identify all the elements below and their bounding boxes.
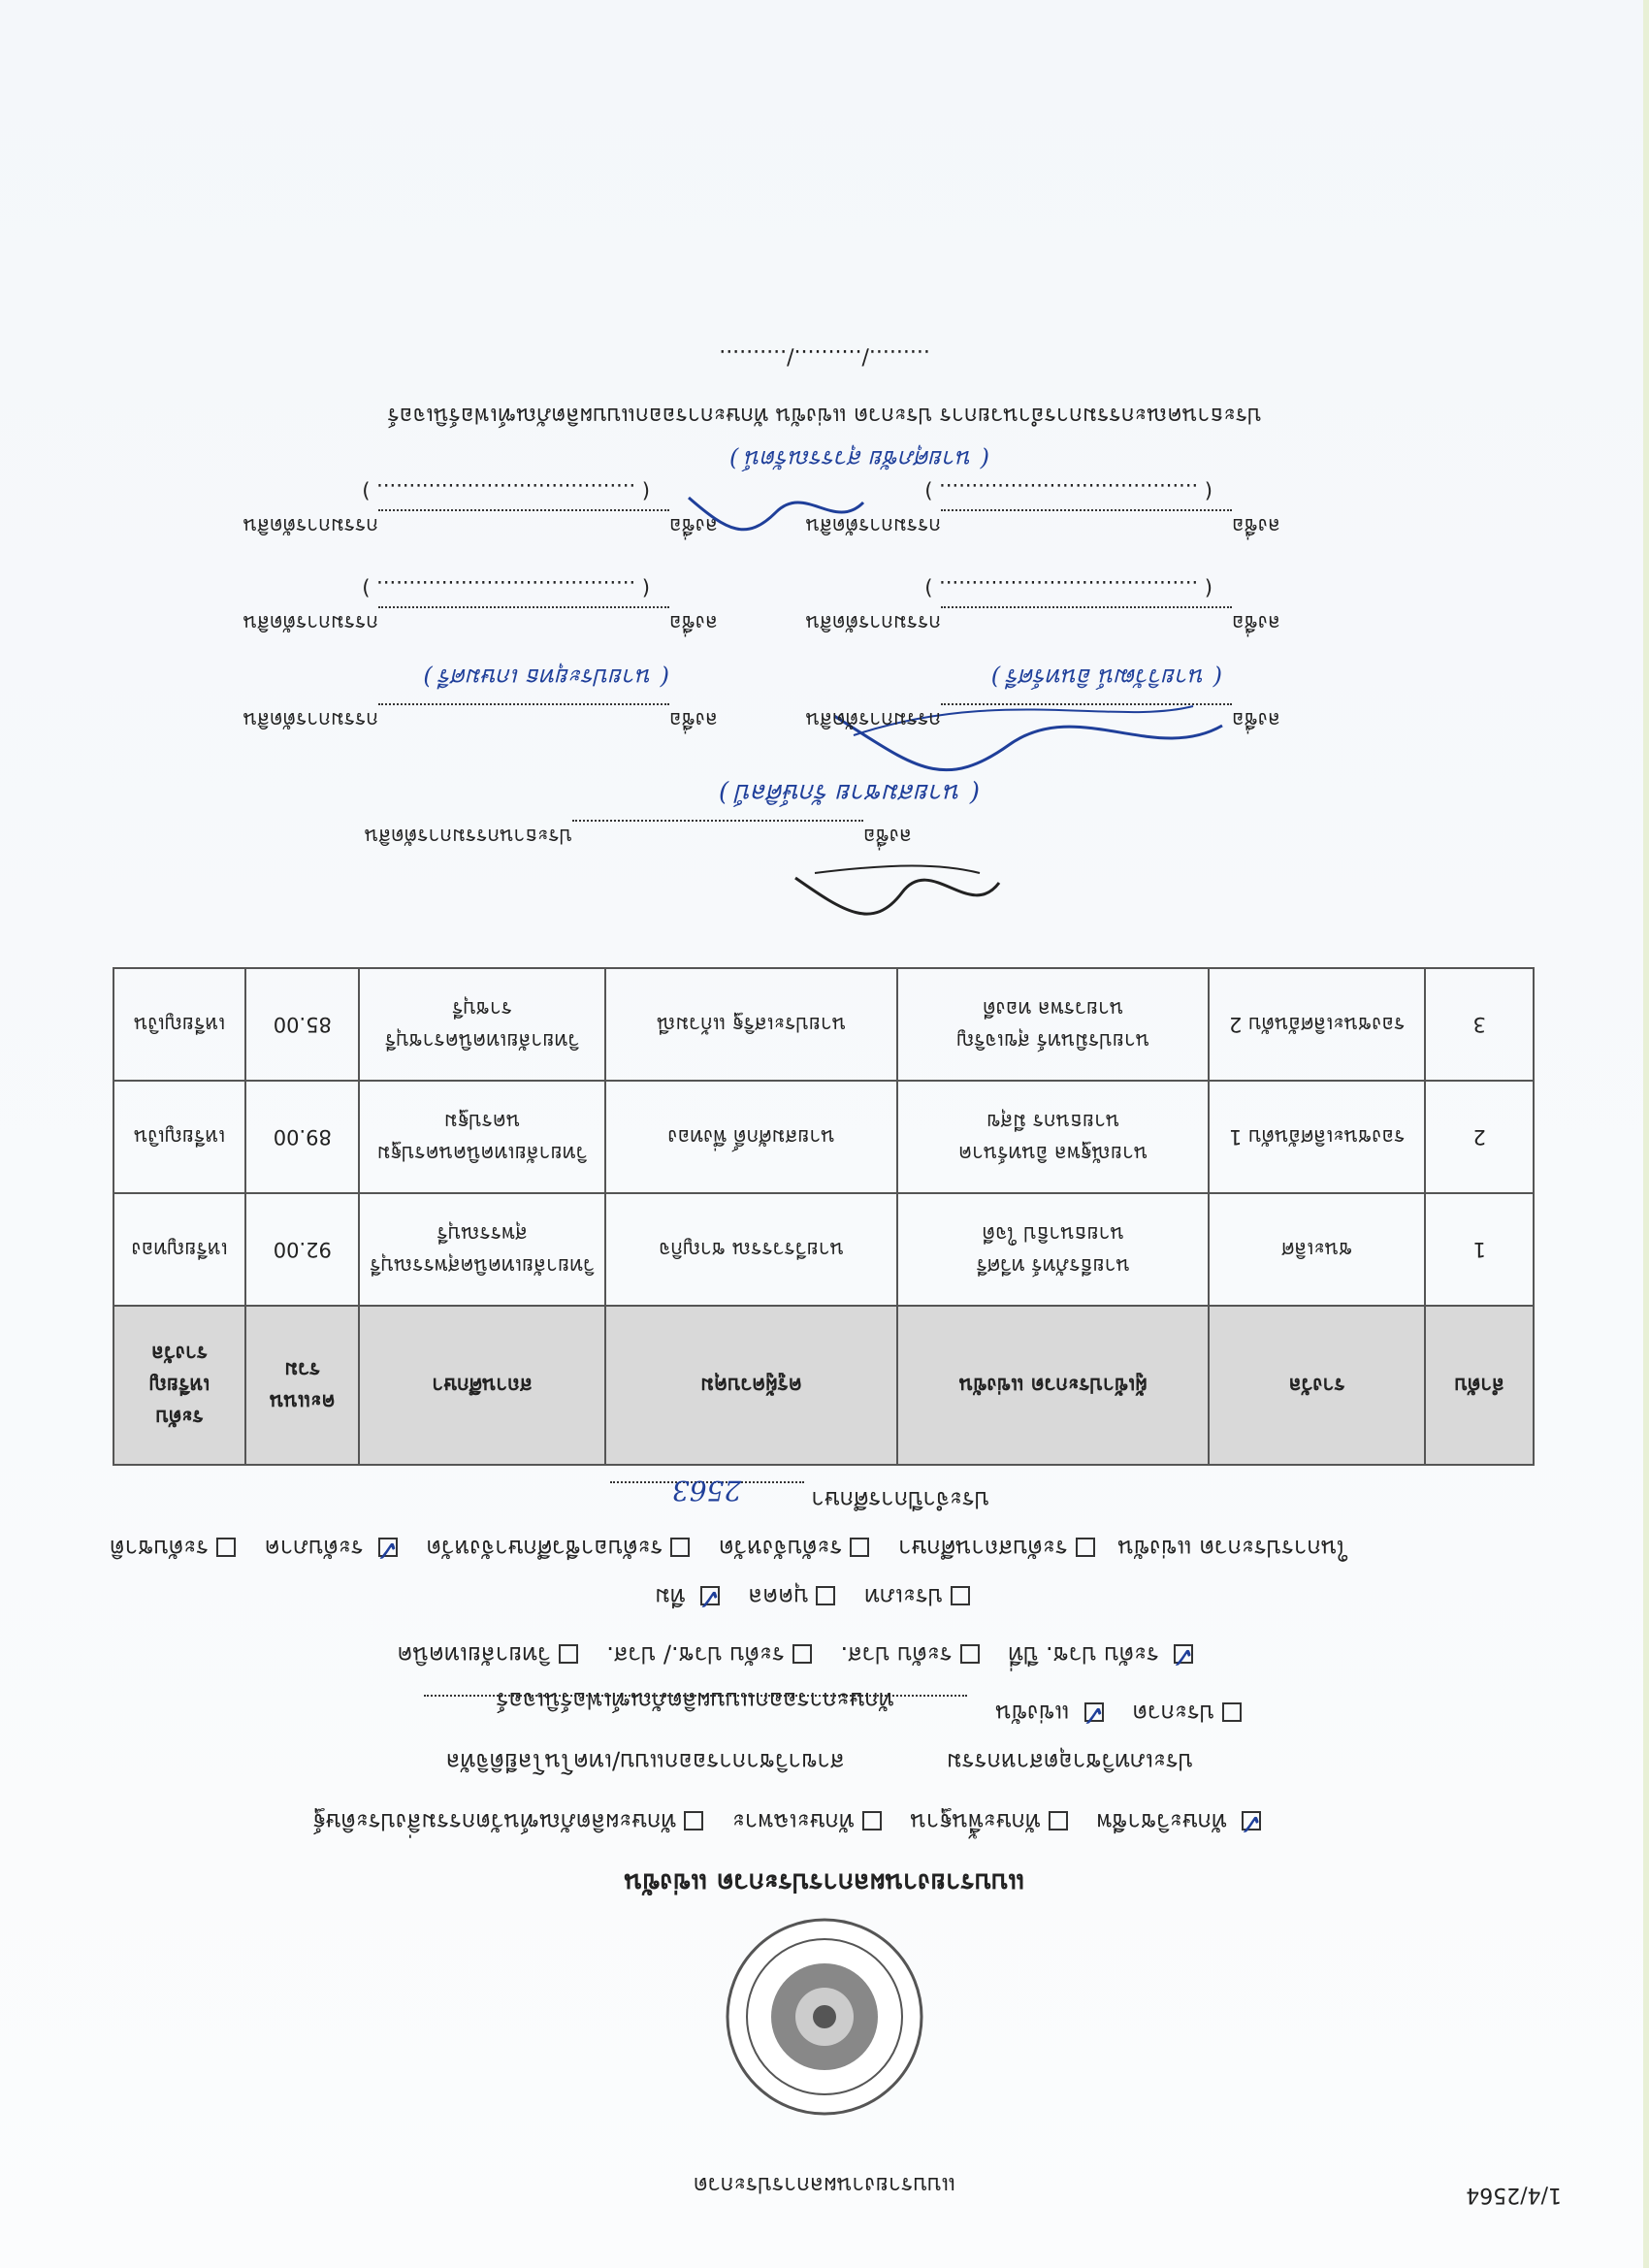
level-option-4[interactable]: วิทยาลัยเทคนิค xyxy=(397,1641,577,1669)
cell-award: รองชนะเลิศอันดับ 2 xyxy=(1209,968,1425,1081)
category-row xyxy=(291,1803,1261,1841)
member-name-4: ( ........................................ ) xyxy=(362,576,650,599)
member-name-3: ( ........................................ ) xyxy=(924,576,1212,599)
scope-option-4[interactable]: ✓ระดับภาค xyxy=(264,1533,400,1567)
cell-no: 3 xyxy=(1425,968,1534,1081)
year-label: ประจำปีการศึกษา xyxy=(811,1486,989,1513)
type-label: ประเภทวิชาอุตสาหกรรม xyxy=(946,1748,1193,1775)
secretary-name: ( นายศุภชัย สุวรรณรัตน์ ) xyxy=(728,445,989,472)
scope-prefix: ในการประกวด แข่งขัน xyxy=(1117,1535,1348,1562)
cell-school: วิทยาลัยเทคนิคสุพรรณบุรี สุพรรณบุรี xyxy=(359,1193,604,1306)
cell-award: รองชนะเลิศอันดับ 1 xyxy=(1209,1081,1425,1193)
branch-label: สาขาวิชาการออกแบบ/เทคโนโลยีดิจิทัล xyxy=(445,1748,845,1775)
col-award: รางวัล xyxy=(1209,1306,1425,1465)
col-medal: ระดับ เหรียญรางวัล xyxy=(113,1306,245,1465)
table-header-row xyxy=(113,1306,1534,1465)
team-option-2[interactable]: บุคคล xyxy=(748,1583,835,1610)
cell-score: 92.00 xyxy=(245,1193,359,1306)
cell-teacher: นายวีรวรรณ ชาญกิจ xyxy=(605,1193,898,1306)
cell-medal: เหรียญเงิน xyxy=(113,1081,245,1193)
chair-role-line: ลงชื่อประธานกรรมการตัดสิน xyxy=(365,820,912,852)
member-line-5: ลงชื่อกรรมการตัดสิน xyxy=(806,509,1280,541)
results-table xyxy=(113,967,1535,1466)
signature-scrawl-chair xyxy=(786,844,1009,931)
member-line-6: ลงชื่อกรรมการตัดสิน xyxy=(243,509,718,541)
member-line-4: ลงชื่อกรรมการตัดสิน xyxy=(243,606,718,638)
scope-option-3[interactable]: ระดับอาชีวศึกษาจังหวัด xyxy=(426,1535,690,1562)
table-row xyxy=(113,1193,1534,1306)
cell-no: 1 xyxy=(1425,1193,1534,1306)
scope-option-1[interactable]: ระดับสถานศึกษา xyxy=(898,1535,1095,1562)
seal-logo xyxy=(726,1918,923,2116)
level-row xyxy=(375,1636,1193,1674)
member-line-3: ลงชื่อกรรมการตัดสิน xyxy=(806,606,1280,638)
member-line-2: ลงชื่อกรรมการตัดสิน xyxy=(243,703,718,735)
cell-score: 85.00 xyxy=(245,968,359,1081)
member-name-1: ( นายวิวัฒน์ อินทร์ศรี ) xyxy=(990,664,1222,691)
form-header: แบบรายงานผลการประกวด xyxy=(693,2172,956,2197)
level-option-1[interactable]: ✓ระดับ ปวช. ปีที่ xyxy=(1008,1639,1195,1673)
topic-field[interactable]: ทักษะการออกแบบผลิตภัณฑ์เฟอร์นิเจอร์ xyxy=(424,1695,967,1720)
category-option-1[interactable]: ✓ทักษะวิชาชีพ xyxy=(1096,1806,1263,1840)
mode-row xyxy=(424,1687,1242,1733)
table-row xyxy=(113,1081,1534,1193)
col-no: ลำดับ xyxy=(1425,1306,1534,1465)
category-option-3[interactable]: ทักษะเฉพาะ xyxy=(732,1808,882,1835)
cell-school: วิทยาลัยเทคนิคราชบุรี ราชบุรี xyxy=(359,968,604,1081)
scope-option-2[interactable]: ระดับจังหวัด xyxy=(719,1535,869,1562)
form-title: แบบรายงานผลการประกวด แข่งขัน xyxy=(624,1867,1025,1897)
col-teacher: ครูผู้ควบคุม xyxy=(605,1306,898,1465)
cell-award: ชนะเลิศ xyxy=(1209,1193,1425,1306)
team-row xyxy=(633,1578,970,1616)
scan-edge xyxy=(1643,0,1649,2268)
table-row xyxy=(113,968,1534,1081)
cell-score: 89.00 xyxy=(245,1081,359,1193)
col-school: สถานศึกษา xyxy=(359,1306,604,1465)
member-name-5: ( ........................................ ) xyxy=(924,479,1212,502)
scope-row xyxy=(88,1530,1348,1568)
col-students: ผู้เข้าประกวด แข่งขัน xyxy=(897,1306,1209,1465)
year-field[interactable]: 2563 xyxy=(610,1481,804,1507)
type-row xyxy=(446,1743,1193,1781)
signature-date: ........./........../.......... xyxy=(719,344,930,369)
level-option-3[interactable]: ระดับ ปวช./ ปวส. xyxy=(606,1641,812,1669)
scope-option-5[interactable]: ระดับชาติ xyxy=(110,1535,236,1562)
category-option-4[interactable]: ทักษะผลิตภัณฑ์นวัตกรรมสิ่งประดิษฐ์ xyxy=(312,1808,703,1835)
mode-option-contest[interactable]: ประกวด xyxy=(1132,1700,1242,1727)
category-option-2[interactable]: ทักษะพื้นฐาน xyxy=(910,1808,1067,1835)
print-date: 1/4/2564 xyxy=(1466,2183,1562,2207)
cell-no: 2 xyxy=(1425,1081,1534,1193)
team-option-3[interactable]: ✓ทีม xyxy=(655,1581,722,1615)
cell-students: นายปรมินทร์ สุขเจริญ นายวรพล ทองดี xyxy=(897,968,1209,1081)
cell-school: วิทยาลัยเทคนิคนครปฐม นครปฐม xyxy=(359,1081,604,1193)
member-line-1: ลงชื่อกรรมการตัดสิน xyxy=(806,703,1280,735)
mode-option-compete[interactable]: ✓แข่งขัน xyxy=(995,1698,1106,1732)
cell-students: นายธีรภัทร์ ทวีศรี นายธนาธิป ใจดี xyxy=(897,1193,1209,1306)
year-row xyxy=(610,1474,989,1519)
chair-name: ( นายสมชาย รักษ์ศิลป์ ) xyxy=(719,778,980,807)
cell-teacher: นายประเสริฐ แก้วมณี xyxy=(605,968,898,1081)
committee-title: ประธานคณะกรรมการอำนวยการ ประกวด แข่งขัน ทักษะการออกแบบผลิตภัณฑ์เฟอร์นิเจอร์ xyxy=(387,403,1262,428)
team-option-1[interactable]: ประเภท xyxy=(864,1583,970,1610)
cell-students: นายณัฐพล อินทร์นาค นายธนกร มีสุข xyxy=(897,1081,1209,1193)
member-name-6: ( ........................................ ) xyxy=(362,479,650,502)
signature-scrawl-secretary xyxy=(679,473,873,541)
cell-teacher: นายสมศักดิ์ พึ่งทอง xyxy=(605,1081,898,1193)
cell-medal: เหรียญเงิน xyxy=(113,968,245,1081)
cell-medal: เหรียญทอง xyxy=(113,1193,245,1306)
col-score: คะแนน รวม xyxy=(245,1306,359,1465)
level-option-2[interactable]: ระดับ ปวส. xyxy=(840,1641,979,1669)
member-name-2: ( นายประยุทธ เกษมศรี ) xyxy=(423,664,669,691)
